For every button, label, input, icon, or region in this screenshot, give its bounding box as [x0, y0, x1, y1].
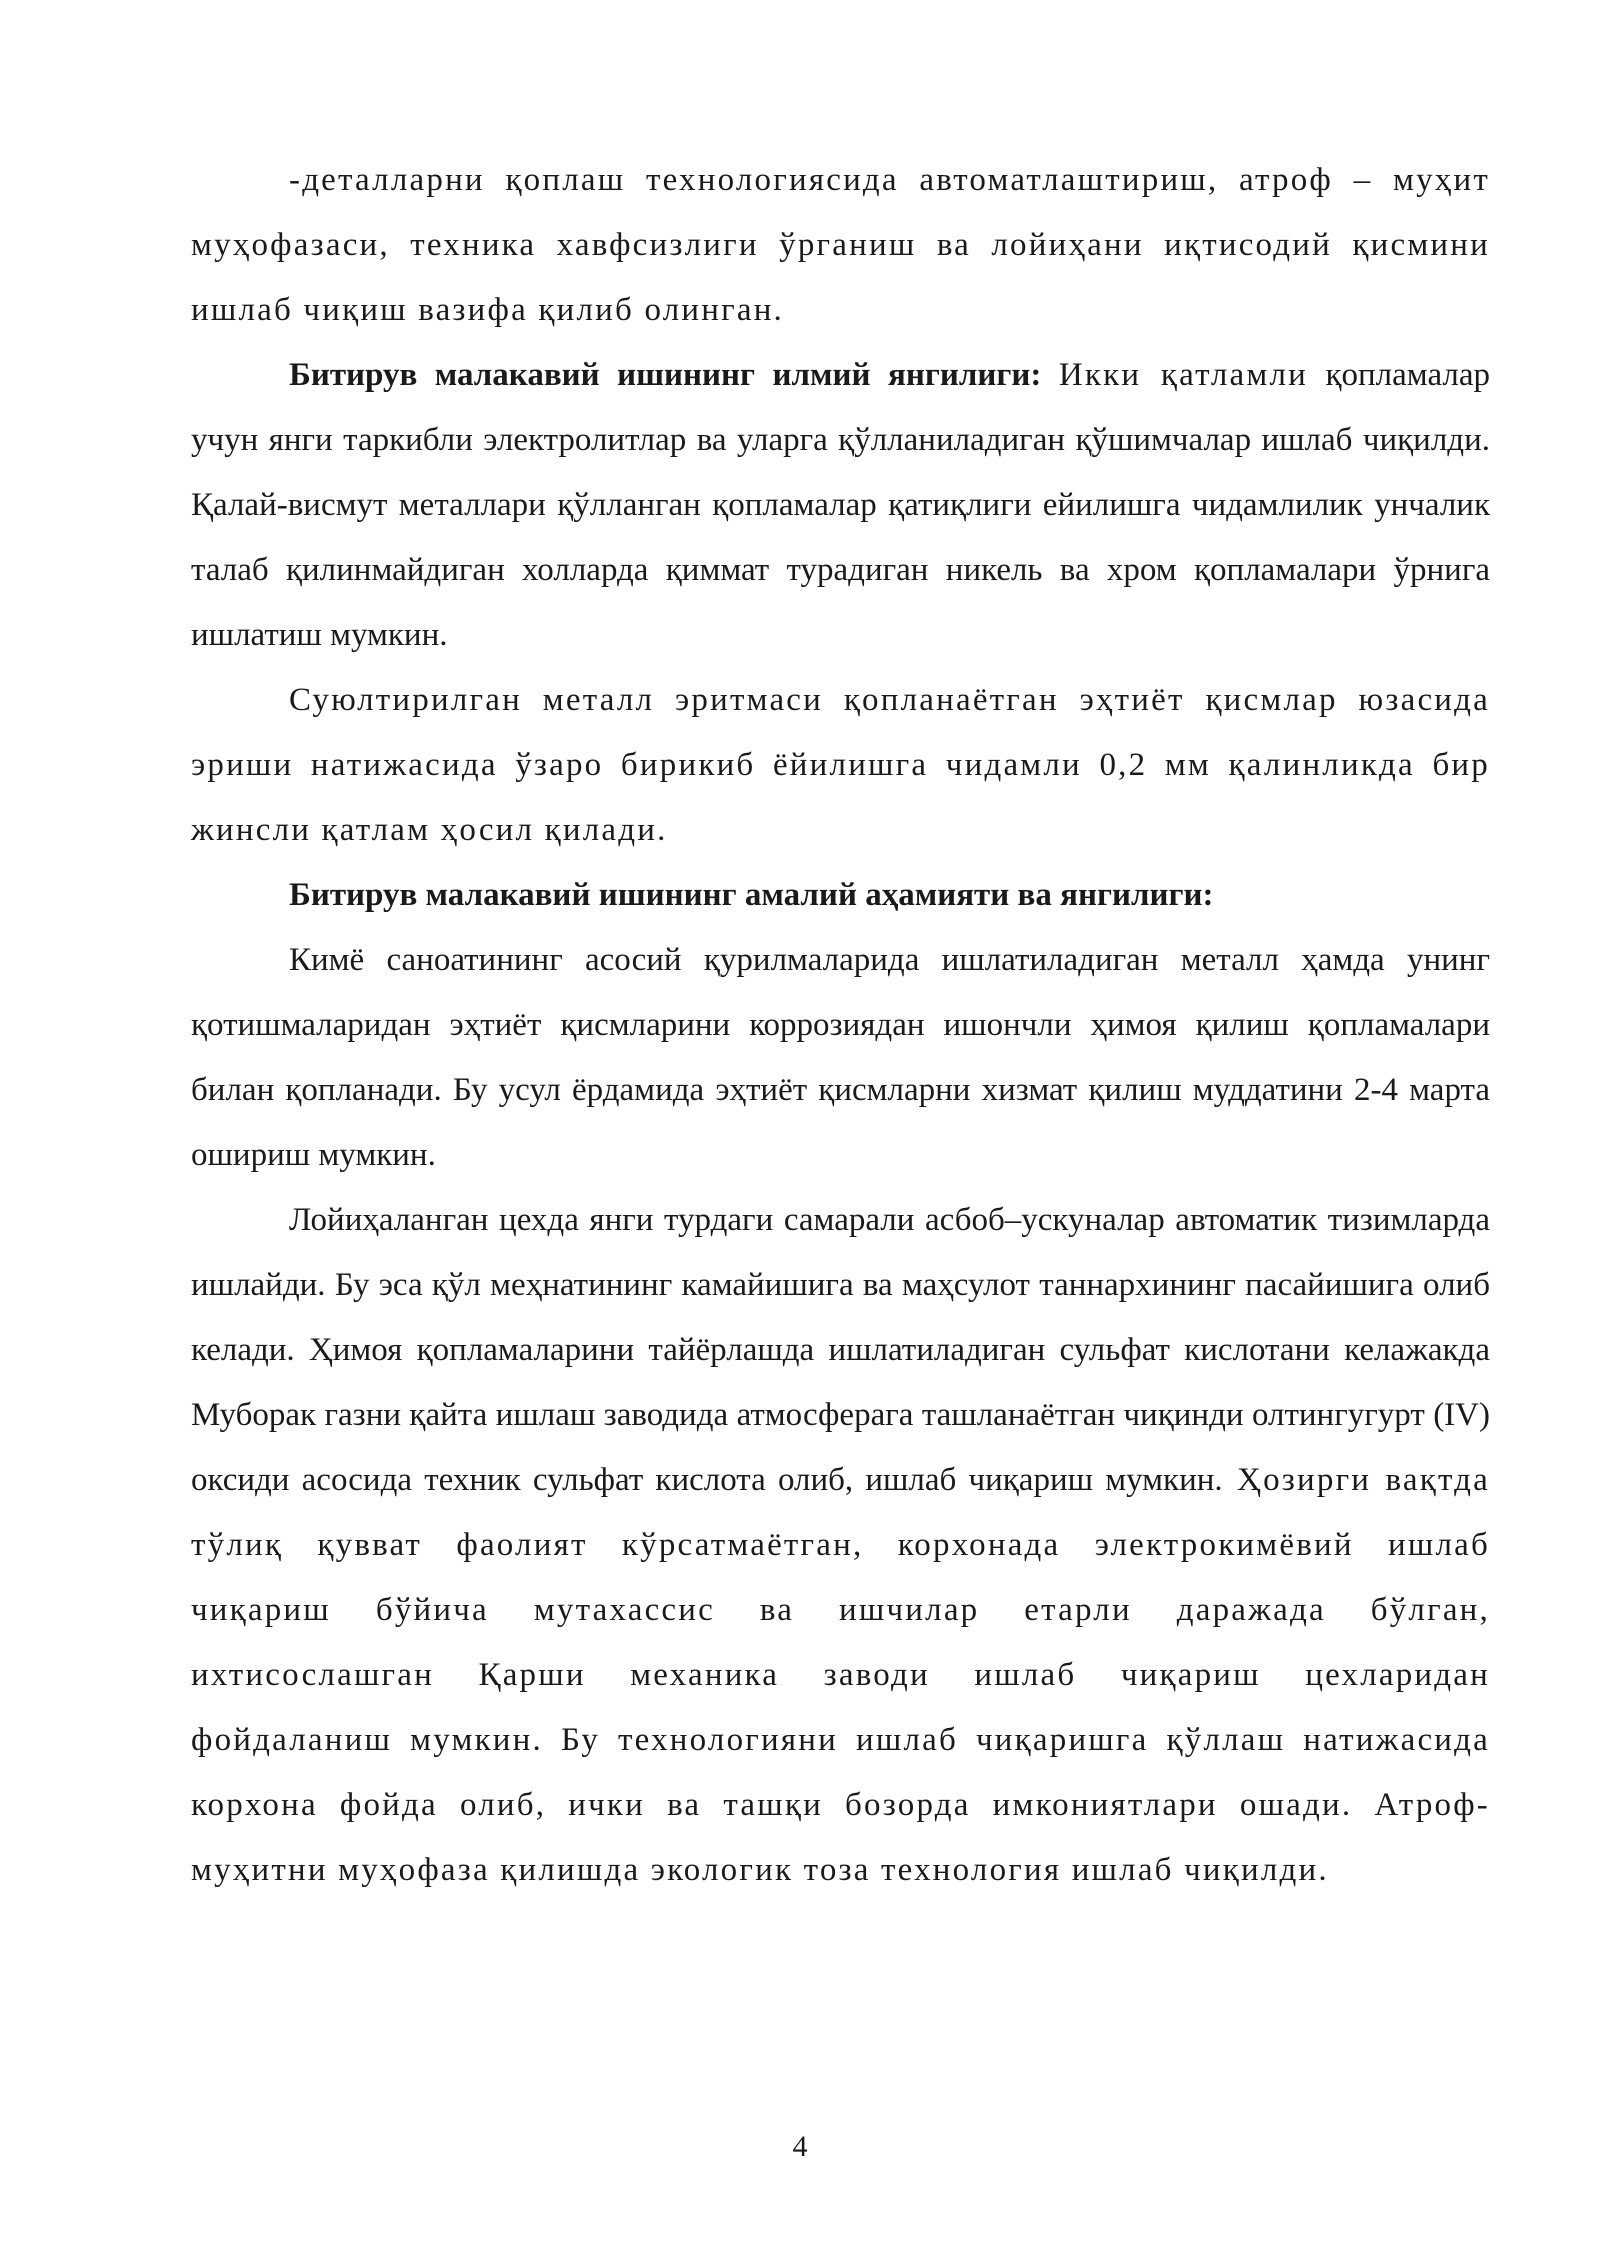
body-text	[191, 148, 1490, 1903]
paragraph-scientific-novelty	[191, 343, 1490, 668]
paragraph-text: Лойиҳаланган цехда янги турдаги самарали асбоб–ускуналар автоматик тизимларда ишлайди. Бу эса қўл меҳнатининг камайишига ва маҳсулот таннархининг пасайишига олиб келади. Ҳимоя қопламаларини тайёрлашда ишлатиладиган сульфат кислотани келажакда Муборак газни қайта ишлаш заводида атмосферага ташланаётган чиқинди олтингугурт (IV) оксиди асосида техник сульфат кислота олиб, ишлаб чиқариш мумкин.	[191, 1202, 1490, 1498]
paragraph-text-continued: Ҳозирги вақтда тўлиқ қувват фаолият кўрсатмаётган, корхонада электрокимёвий ишлаб чиқариш бўйича мутахассис ва ишчилар етарли даражада бўлган, ихтисослашган Қарши механика заводи ишлаб чиқариш цехларидан фойдаланиш мумкин. Бу технологияни ишлаб чиқаришга қўллаш натижасида корхона фойда олиб, ички ва ташқи бозорда имкониятлари ошади. Атроф-муҳитни муҳофаза қилишда экологик тоза технология ишлаб чиқилди.	[191, 1462, 1490, 1888]
paragraph-molten-metal	[191, 668, 1490, 863]
paragraph-text: Кимё саноатининг асосий қурилмаларида ишлатиладиган металл ҳамда унинг қотишмаларидан эҳтиёт қисмларини коррозиядан ишончли ҳимоя қилиш қопламалари билан қопланади. Бу усул ёрдамида эҳтиёт қисмларни хизмат қилиш муддатини 2-4 марта ошириш мумкин.	[191, 942, 1490, 1173]
section-heading-scientific-novelty: Битирув малакавий ишининг илмий янгилиги:	[289, 357, 1042, 393]
paragraph-lead-text: Икки қатламли	[1058, 357, 1309, 393]
section-heading-practical-significance: Битирув малакавий ишининг амалий аҳамияти ва янгилиги:	[289, 877, 1214, 913]
page-number: 4	[792, 2130, 808, 2163]
paragraph-designed-workshop	[191, 1188, 1490, 1903]
paragraph-practical-heading	[191, 863, 1490, 928]
paragraph-text: қопламалар учун янги таркибли электролитлар ва уларга қўлланиладиган қўшимчалар ишлаб чиқилди. Қалай-висмут металлари қўлланган қопламалар қатиқлиги ейилишга чидамлилик унчалик талаб қилинмайдиган холларда қиммат турадиган никель ва хром қопламалари ўрнига ишлатиш мумкин.	[191, 357, 1490, 653]
paragraph-chemical-industry	[191, 928, 1490, 1188]
paragraph-text: -деталларни қоплаш технологиясида автоматлаштириш, атроф – муҳит муҳофазаси, техника хавфсизлиги ўрганиш ва лойиҳани иқтисодий қисмини ишлаб чиқиш вазифа қилиб олинган.	[191, 162, 1490, 328]
paragraph-text: Суюлтирилган металл эритмаси қопланаётган эҳтиёт қисмлар юзасида эриши натижасида ўзаро бирикиб ёйилишга чидамли 0,2 мм қалинликда бир жинсли қатлам ҳосил қилади.	[191, 682, 1490, 848]
paragraph-intro-tasks	[191, 148, 1490, 343]
